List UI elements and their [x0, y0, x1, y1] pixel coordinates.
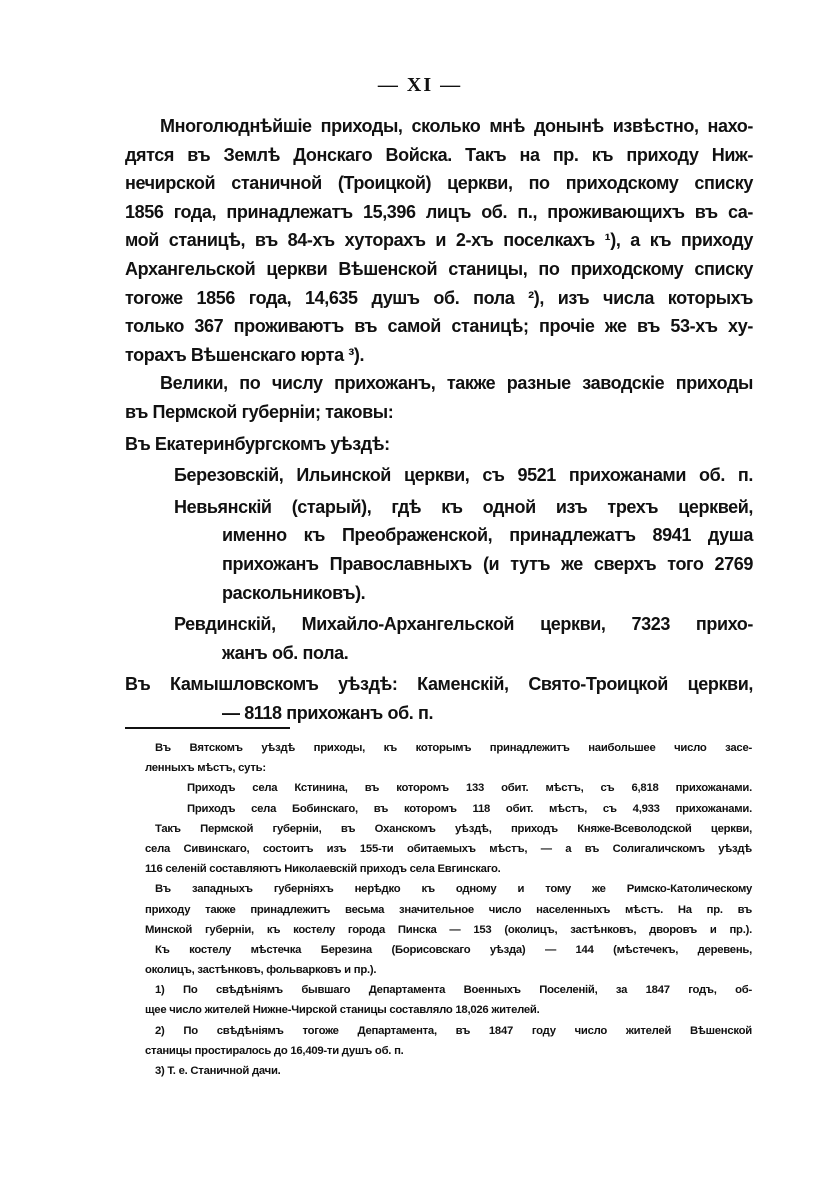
footnote-line: Въ западныхъ губерніяхъ нерѣдко къ одному и тому же Римско-Католическому: [155, 883, 752, 896]
footnote-line: Приходъ села Бобинскаго, въ которомъ 118 обит. мѣстъ, съ 4,933 прихожанами.: [187, 802, 752, 815]
footnote-line: приходу также принадлежитъ весьма значительное число населенныхъ мѣстъ. На пр. въ: [145, 903, 752, 916]
footnote-line: Въ Вятскомъ уѣздѣ приходы, къ которымъ принадлежитъ наибольшее число засе-: [155, 742, 752, 754]
text-line: только 367 проживаютъ въ самой станицѣ; прочіе же въ 53-хъ ху-: [125, 316, 753, 337]
footnote-line: станицы простиралось до 16,409-ти душъ об. п.: [145, 1044, 404, 1057]
footnote-line: Минской губерніи, къ костелу города Пинска — 153 (околицъ, застѣнковъ, дворовъ и пр.).: [145, 923, 752, 936]
text-line: прихожанъ Православныхъ (и тутъ же сверхъ того 2769: [222, 553, 753, 574]
footnote-line: Такъ Пермской губерніи, въ Оханскомъ уѣздѣ, приходъ Княже-Всеволодской церкви,: [155, 822, 752, 835]
text-line: именно къ Преображенской, принадлежатъ 8941 душа: [222, 525, 753, 546]
text-line: нечирской станичной (Троицкой) церкви, по приходскому списку: [125, 173, 753, 194]
footnote-line: 3) Т. е. Станичной дачи.: [155, 1065, 281, 1077]
text-line: — 8118 прихожанъ об. п.: [222, 702, 434, 723]
district-heading: Въ Камышловскомъ уѣздѣ: Каменскій, Свято-Троицкой церкви,: [125, 674, 753, 695]
footnote-line: околицъ, застѣнковъ, фольварковъ и пр.).: [145, 964, 377, 977]
text-line: Ревдинскій, Михайло-Архангельской церкви, 7323 прихо-: [174, 614, 753, 635]
footnote-line: ленныхъ мѣстъ, суть:: [145, 762, 266, 775]
main-text: [125, 112, 753, 727]
footnote-line: села Сивинскаго, состоитъ изъ 155-ти обитаемыхъ мѣстъ, — а въ Солигаличскомъ уѣздѣ: [145, 842, 752, 855]
footnote-line: 1) По свѣдѣніямъ бывшаго Департамента Военныхъ Поселеній, за 1847 годъ, об-: [155, 984, 752, 997]
text-line: Велики, по числу прихожанъ, также разные заводскіе приходы: [160, 373, 753, 394]
text-line: Невьянскій (старый), гдѣ къ одной изъ трехъ церквей,: [174, 496, 753, 517]
footnote-divider: [125, 727, 290, 729]
page-number: — XI —: [377, 74, 463, 96]
text-line: въ Пермской губерніи; таковы:: [125, 401, 394, 422]
footnote-line: Приходъ села Кстинина, въ которомъ 133 обит. мѣстъ, съ 6,818 прихожанами.: [187, 782, 752, 795]
text-line: мой станицѣ, въ 84-хъ хуторахъ и 2-хъ поселкахъ ¹), а къ приходу: [125, 230, 753, 251]
text-line: дятся въ Землѣ Донскаго Войска. Такъ на пр. къ приходу Ниж-: [125, 144, 753, 165]
text-line: Многолюднѣйшіе приходы, сколько мнѣ донынѣ извѣстно, нахо-: [160, 116, 753, 136]
text-line: Березовскій, Ильинской церкви, съ 9521 прихожанами об. п.: [174, 465, 753, 486]
footnote-line: щее число жителей Нижне-Чирской станицы составляло 18,026 жителей.: [145, 1004, 540, 1017]
text-line: 1856 года, принадлежатъ 15,396 лицъ об. п., проживающихъ въ са-: [125, 201, 753, 222]
text-line: жанъ об. пола.: [222, 642, 349, 663]
text-line: торахъ Вѣшенскаго юрта ³).: [125, 344, 365, 365]
footnote-line: 2) По свѣдѣніямъ тогоже Департамента, въ 1847 году число жителей Вѣшенской: [155, 1024, 752, 1037]
text-line: тогоже 1856 года, 14,635 душъ об. пола ²), изъ числа которыхъ: [125, 287, 753, 308]
district-heading: Въ Екатеринбургскомъ уѣздѣ:: [125, 433, 390, 454]
footnotes: [145, 738, 752, 1081]
text-line: раскольниковъ).: [222, 582, 366, 603]
footnote-line: 116 селеній составляютъ Николаевскій приходъ села Евгинскаго.: [145, 863, 501, 876]
footnote-line: Къ костелу мѣстечка Березина (Борисовскаго уѣзда) — 144 (мѣстечекъ, деревень,: [155, 943, 752, 956]
text-line: Архангельской церкви Вѣшенской станицы, по приходскому списку: [125, 258, 753, 279]
